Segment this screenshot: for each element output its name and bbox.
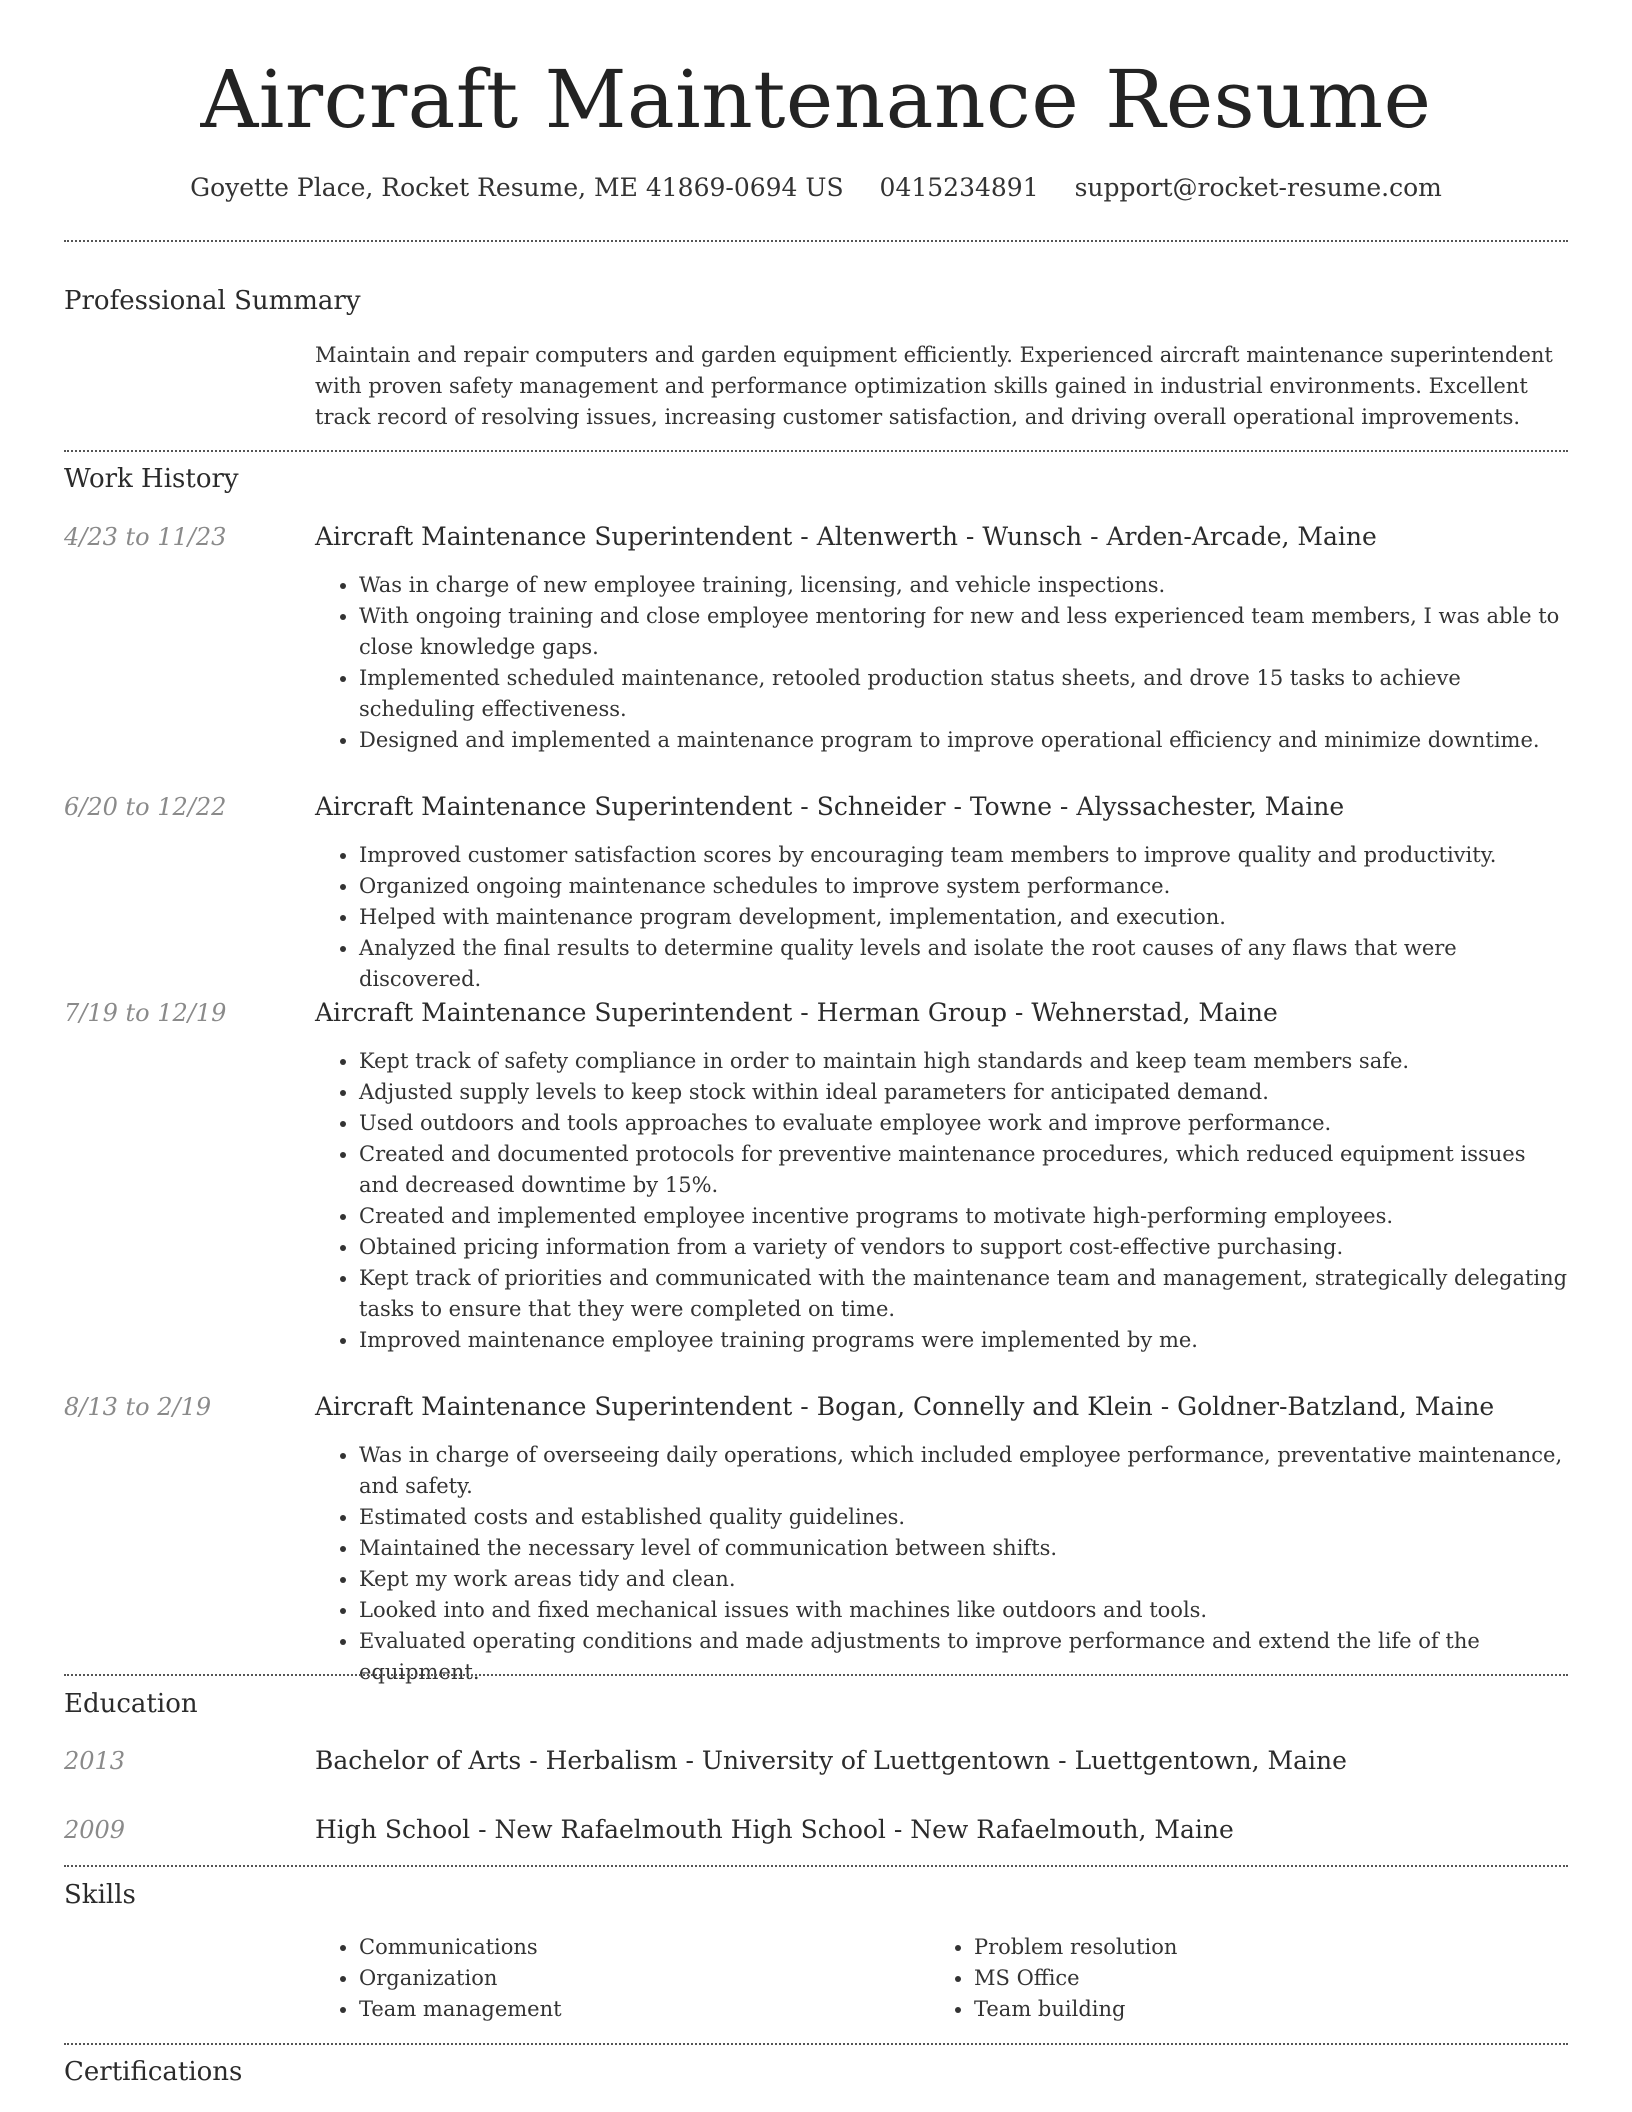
list-item: • Helped with maintenance program development, implementation, and execution. xyxy=(359,902,1568,933)
list-item: • Estimated costs and established quality guidelines. xyxy=(359,1502,1568,1533)
job-date: 6/20 to 12/22 xyxy=(64,793,227,821)
list-item: • Designed and implemented a maintenance program to improve operational efficiency and minimize downtime. xyxy=(359,725,1568,756)
section-divider xyxy=(64,450,1568,452)
certifications-heading: Certifications xyxy=(64,2057,243,2087)
job-date: 8/13 to 2/19 xyxy=(64,1393,212,1421)
skill-item: • Organization xyxy=(359,1963,915,1994)
job-title: Aircraft Maintenance Superintendent - Herman Group - Wehnerstad, Maine xyxy=(315,998,1278,1027)
summary-heading: Professional Summary xyxy=(64,286,361,316)
education-heading: Education xyxy=(64,1689,198,1719)
job-bullets xyxy=(315,570,1568,756)
summary-text: Maintain and repair computers and garden equipment efficiently. Experienced aircraft maintenance superintendent with proven safety management and performance optimization skills gained in industrial environments. Excellent track record of resolving issues, increasing customer satisfaction, and driving overall operational improvements. xyxy=(315,343,1553,429)
job-date: 4/23 to 11/23 xyxy=(64,523,227,551)
job-bullets xyxy=(315,1046,1568,1356)
skills-list-left xyxy=(315,1932,915,2025)
list-item: • Was in charge of overseeing daily operations, which included employee performance, preventative maintenance, and safety. xyxy=(359,1440,1568,1502)
list-item: • Kept my work areas tidy and clean. xyxy=(359,1564,1568,1595)
list-item: • Looked into and fixed mechanical issues with machines like outdoors and tools. xyxy=(359,1595,1568,1626)
education-title: High School - New Rafaelmouth High School - New Rafaelmouth, Maine xyxy=(315,1815,1234,1844)
contact-email: support@rocket-resume.com xyxy=(1074,173,1442,202)
list-item: • Created and documented protocols for preventive maintenance procedures, which reduced equipment issues and decreased downtime by 15%. xyxy=(359,1139,1568,1201)
job-title: Aircraft Maintenance Superintendent - Altenwerth - Wunsch - Arden-Arcade, Maine xyxy=(315,522,1377,551)
section-divider xyxy=(64,240,1568,242)
list-item: • Evaluated operating conditions and made adjustments to improve performance and extend the life of the equipment. xyxy=(359,1626,1568,1688)
contact-phone: 0415234891 xyxy=(879,173,1039,202)
list-item: • Kept track of priorities and communicated with the maintenance team and management, strategically delegating tasks to ensure that they were completed on time. xyxy=(359,1263,1568,1325)
skill-item: • Team management xyxy=(359,1994,915,2025)
list-item: • Improved customer satisfaction scores by encouraging team members to improve quality and productivity. xyxy=(359,840,1568,871)
job-title: Aircraft Maintenance Superintendent - Bogan, Connelly and Klein - Goldner-Batzland, Maine xyxy=(315,1392,1495,1421)
list-item: • Adjusted supply levels to keep stock within ideal parameters for anticipated demand. xyxy=(359,1077,1568,1108)
job-bullets xyxy=(315,1440,1568,1688)
section-divider xyxy=(64,2043,1568,2045)
contact-address: Goyette Place, Rocket Resume, ME 41869-0694 US xyxy=(190,173,844,202)
resume-title: Aircraft Maintenance Resume xyxy=(200,53,1432,146)
job-date: 7/19 to 12/19 xyxy=(64,999,227,1027)
list-item: • Was in charge of new employee training, licensing, and vehicle inspections. xyxy=(359,570,1568,601)
section-divider xyxy=(64,1865,1568,1867)
education-date: 2009 xyxy=(64,1816,126,1844)
skills-list-right xyxy=(930,1932,1530,2025)
job-bullets xyxy=(315,840,1568,995)
list-item: • With ongoing training and close employee mentoring for new and less experienced team members, I was able to close knowledge gaps. xyxy=(359,601,1568,663)
job-title: Aircraft Maintenance Superintendent - Schneider - Towne - Alyssachester, Maine xyxy=(315,792,1345,821)
contact-line xyxy=(0,170,1632,206)
skill-item: • MS Office xyxy=(974,1963,1530,1994)
list-item: • Used outdoors and tools approaches to evaluate employee work and improve performance. xyxy=(359,1108,1568,1139)
list-item: • Maintained the necessary level of communication between shifts. xyxy=(359,1533,1568,1564)
list-item: • Organized ongoing maintenance schedules to improve system performance. xyxy=(359,871,1568,902)
work-history-heading: Work History xyxy=(64,464,239,494)
list-item: • Kept track of safety compliance in order to maintain high standards and keep team members safe. xyxy=(359,1046,1568,1077)
skills-heading: Skills xyxy=(64,1880,136,1910)
skill-item: • Problem resolution xyxy=(974,1932,1530,1963)
list-item: • Implemented scheduled maintenance, retooled production status sheets, and drove 15 tasks to achieve scheduling effectiveness. xyxy=(359,663,1568,725)
list-item: • Obtained pricing information from a variety of vendors to support cost-effective purchasing. xyxy=(359,1232,1568,1263)
skill-item: • Communications xyxy=(359,1932,915,1963)
list-item: • Improved maintenance employee training programs were implemented by me. xyxy=(359,1325,1568,1356)
skill-item: • Team building xyxy=(974,1994,1530,2025)
section-divider xyxy=(64,1674,1568,1676)
education-date: 2013 xyxy=(64,1747,126,1775)
list-item: • Analyzed the final results to determine quality levels and isolate the root causes of any flaws that were discovered. xyxy=(359,933,1568,995)
education-title: Bachelor of Arts - Herbalism - University of Luettgentown - Luettgentown, Maine xyxy=(315,1746,1347,1775)
list-item: • Created and implemented employee incentive programs to motivate high-performing employees. xyxy=(359,1201,1568,1232)
